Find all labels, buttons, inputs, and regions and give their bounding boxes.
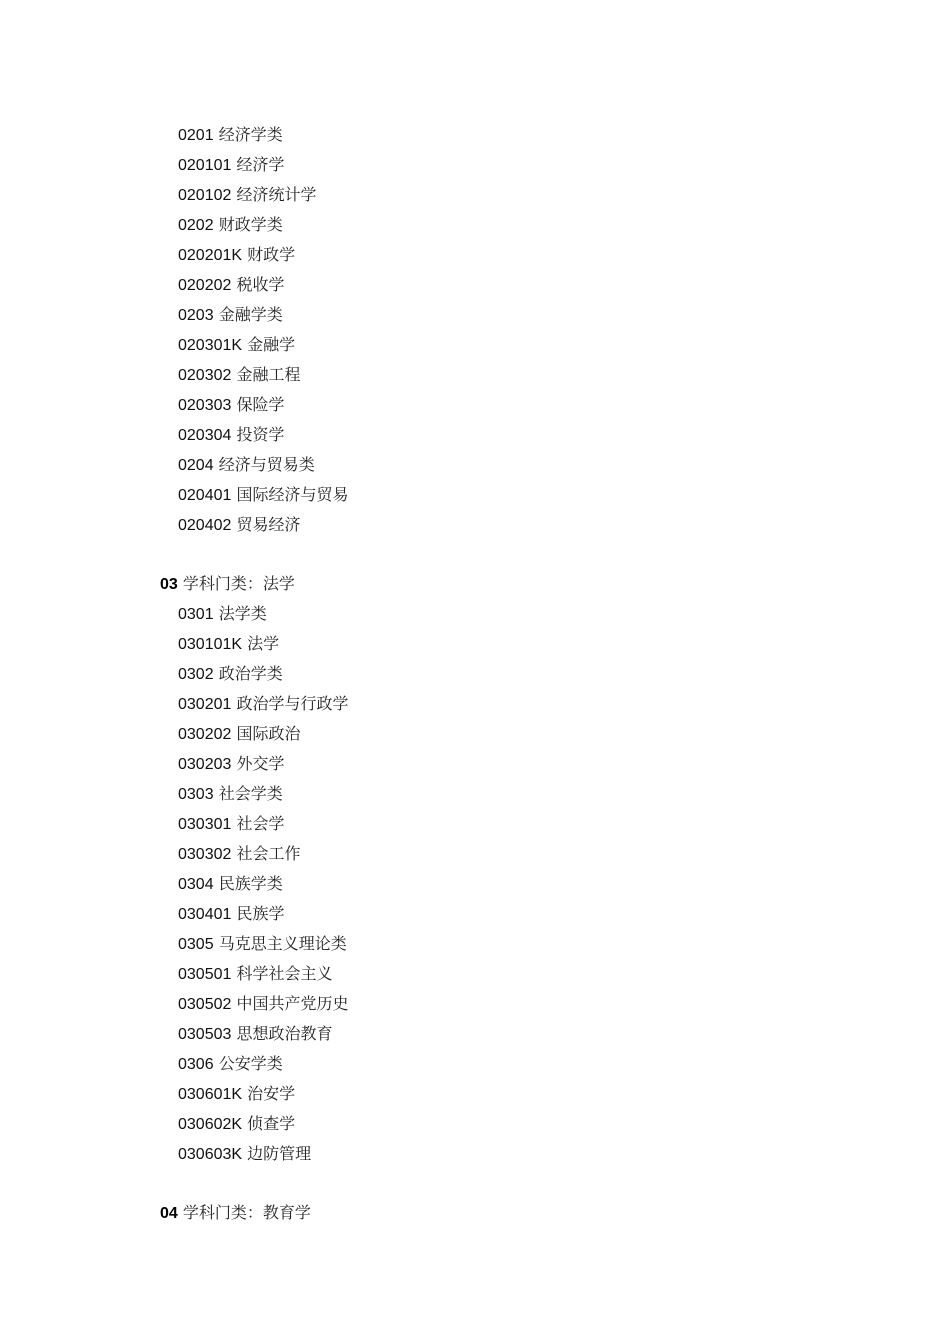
- list-item: [160, 839, 349, 869]
- list-item: [160, 360, 349, 390]
- major-name: 税收学: [236, 275, 285, 294]
- list-item: [160, 1109, 349, 1139]
- list-item: [160, 1019, 349, 1049]
- major-code: 020401: [178, 487, 232, 504]
- list-item: [160, 989, 349, 1019]
- list-item: [160, 210, 349, 240]
- list-item: [160, 120, 349, 150]
- category-heading-law: [160, 569, 349, 599]
- major-name: 法学: [247, 634, 280, 653]
- major-code: 030602K: [178, 1116, 243, 1133]
- category-heading-education: [160, 1198, 311, 1228]
- major-code: 020202: [178, 277, 232, 294]
- major-code: 0304: [178, 876, 214, 893]
- major-code: 0303: [178, 786, 214, 803]
- list-item: [160, 959, 349, 989]
- major-name: 国际经济与贸易: [236, 485, 349, 504]
- major-code: 030503: [178, 1026, 232, 1043]
- major-name: 经济统计学: [236, 185, 317, 204]
- major-code: 030502: [178, 996, 232, 1013]
- list-item: [160, 150, 349, 180]
- list-item: [160, 659, 349, 689]
- list-item: [160, 1079, 349, 1109]
- major-name: 中国共产党历史: [236, 994, 349, 1013]
- category-label: 学科门类：教育学: [182, 1203, 311, 1222]
- list-item: [160, 1049, 349, 1079]
- major-name: 思想政治教育: [236, 1024, 333, 1043]
- list-item: [160, 869, 349, 899]
- list-item: [160, 330, 349, 360]
- major-name: 财政学: [247, 245, 296, 264]
- major-code: 020301K: [178, 337, 243, 354]
- major-code: 030202: [178, 726, 232, 743]
- major-code: 020303: [178, 397, 232, 414]
- list-item: [160, 1139, 349, 1169]
- list-item: [160, 809, 349, 839]
- major-code: 030601K: [178, 1086, 243, 1103]
- list-item: [160, 779, 349, 809]
- major-name: 民族学: [236, 904, 285, 923]
- major-code: 030401: [178, 906, 232, 923]
- major-name: 经济与贸易类: [218, 455, 315, 474]
- law-section: [160, 569, 349, 1169]
- major-code: 020201K: [178, 247, 243, 264]
- list-item: [160, 270, 349, 300]
- education-section: [160, 1198, 311, 1228]
- major-code: 0202: [178, 217, 214, 234]
- major-name: 马克思主义理论类: [218, 934, 347, 953]
- major-name: 政治学与行政学: [236, 694, 349, 713]
- major-code: 0306: [178, 1056, 214, 1073]
- major-code: 020302: [178, 367, 232, 384]
- major-name: 政治学类: [218, 664, 283, 683]
- major-name: 治安学: [247, 1084, 296, 1103]
- major-name: 科学社会主义: [236, 964, 333, 983]
- major-code: 030301: [178, 816, 232, 833]
- major-code: 020402: [178, 517, 232, 534]
- major-code: 020304: [178, 427, 232, 444]
- major-code: 0302: [178, 666, 214, 683]
- major-name: 投资学: [236, 425, 285, 444]
- economics-list: [160, 120, 349, 540]
- major-name: 经济学类: [218, 125, 283, 144]
- major-code: 0305: [178, 936, 214, 953]
- list-item: [160, 599, 349, 629]
- major-name: 保险学: [236, 395, 285, 414]
- major-name: 外交学: [236, 754, 285, 773]
- list-item: [160, 899, 349, 929]
- list-item: [160, 450, 349, 480]
- major-code: 0201: [178, 127, 214, 144]
- list-item: [160, 510, 349, 540]
- major-name: 金融工程: [236, 365, 301, 384]
- major-code: 030201: [178, 696, 232, 713]
- major-name: 贸易经济: [236, 515, 301, 534]
- list-item: [160, 420, 349, 450]
- major-name: 社会学类: [218, 784, 283, 803]
- major-name: 社会学: [236, 814, 285, 833]
- major-name: 民族学类: [218, 874, 283, 893]
- list-item: [160, 390, 349, 420]
- list-item: [160, 629, 349, 659]
- list-item: [160, 719, 349, 749]
- major-code: 0203: [178, 307, 214, 324]
- major-name: 社会工作: [236, 844, 301, 863]
- list-item: [160, 749, 349, 779]
- major-code: 0301: [178, 606, 214, 623]
- major-name: 边防管理: [247, 1144, 312, 1163]
- category-code: 03: [160, 576, 178, 593]
- major-name: 经济学: [236, 155, 285, 174]
- list-item: [160, 180, 349, 210]
- major-code: 030101K: [178, 636, 243, 653]
- major-name: 公安学类: [218, 1054, 283, 1073]
- major-code: 030302: [178, 846, 232, 863]
- major-code: 030603K: [178, 1146, 243, 1163]
- major-name: 金融学类: [218, 305, 283, 324]
- major-code: 020102: [178, 187, 232, 204]
- major-code: 0204: [178, 457, 214, 474]
- major-name: 国际政治: [236, 724, 301, 743]
- list-item: [160, 240, 349, 270]
- major-code: 020101: [178, 157, 232, 174]
- list-item: [160, 689, 349, 719]
- list-item: [160, 480, 349, 510]
- major-name: 财政学类: [218, 215, 283, 234]
- major-name: 侦查学: [247, 1114, 296, 1133]
- list-item: [160, 929, 349, 959]
- major-code: 030203: [178, 756, 232, 773]
- major-name: 法学类: [218, 604, 267, 623]
- list-item: [160, 300, 349, 330]
- category-label: 学科门类：法学: [182, 574, 295, 593]
- category-code: 04: [160, 1205, 178, 1222]
- major-name: 金融学: [247, 335, 296, 354]
- major-code: 030501: [178, 966, 232, 983]
